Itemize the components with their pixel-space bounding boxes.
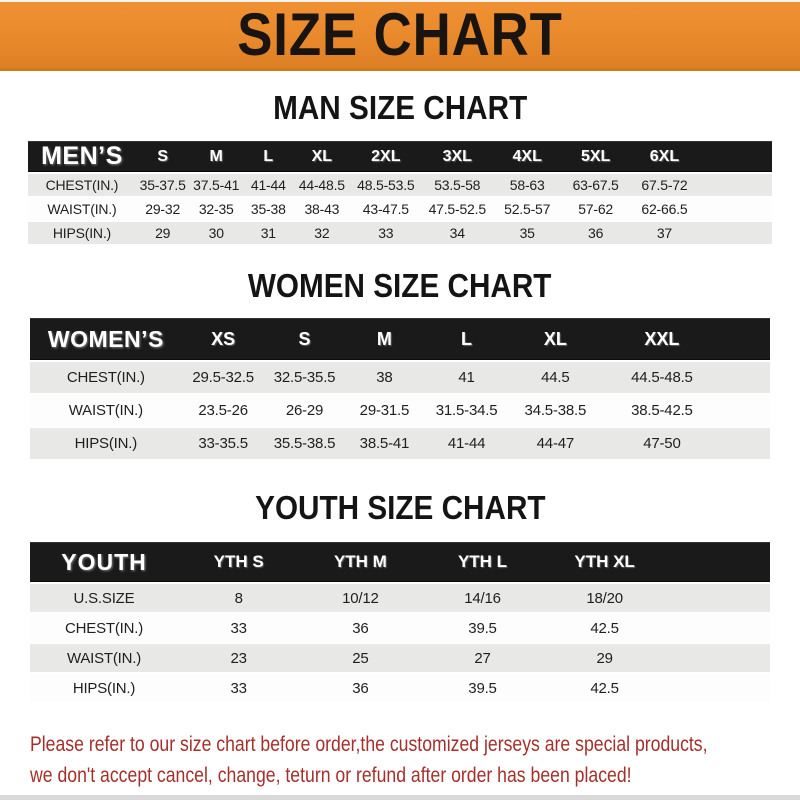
youth-section-heading: YOUTH SIZE CHART: [254, 489, 546, 526]
measurement-value: 42.5: [544, 614, 666, 642]
measurement-value: 29-31.5: [344, 395, 424, 426]
measurement-value: 37.5-41: [189, 174, 243, 196]
measurement-value: 42.5: [544, 674, 666, 702]
size-column-header: 3XL: [422, 141, 493, 172]
measurement-row: [30, 584, 770, 612]
measurement-row: [30, 428, 770, 459]
measurement-label: WAIST(IN.): [30, 644, 178, 672]
banner-title: SIZE CHART: [237, 1, 563, 68]
youth-size-table: [30, 540, 770, 704]
size-column-header: S: [136, 141, 190, 172]
measurement-label: HIPS(IN.): [30, 674, 178, 702]
filler-cell: [666, 614, 770, 642]
measurement-value: 57-62: [561, 198, 629, 220]
measurement-value: 35-37.5: [136, 174, 190, 196]
measurement-value: 34.5-38.5: [509, 395, 602, 426]
measurement-label: WAIST(IN.): [28, 198, 136, 220]
disclaimer-line-1: Please refer to our size chart before order,the customized jerseys are special products,: [30, 733, 708, 756]
measurement-value: 41-44: [243, 174, 294, 196]
measurement-value: 33: [178, 614, 299, 642]
measurement-value: 35: [493, 222, 561, 244]
measurement-value: 29.5-32.5: [182, 362, 265, 393]
size-column-header: XXL: [602, 318, 722, 360]
size-column-header: YTH M: [299, 542, 421, 582]
measurement-value: 30: [189, 222, 243, 244]
measurement-label: CHEST(IN.): [30, 614, 178, 642]
size-column-header: M: [344, 318, 424, 360]
size-header-row: [30, 318, 770, 360]
size-column-header: YTH L: [421, 542, 543, 582]
measurement-value: 47-50: [602, 428, 722, 459]
measurement-value: 41: [424, 362, 508, 393]
measurement-value: 44.5: [509, 362, 602, 393]
measurement-value: 37: [630, 222, 699, 244]
size-header-row: [30, 542, 770, 582]
section-women: [0, 269, 800, 461]
filler-cell: [722, 318, 770, 360]
measurement-value: 44.5-48.5: [602, 362, 722, 393]
measurement-value: 25: [299, 644, 421, 672]
measurement-row: [30, 395, 770, 426]
women-section-heading: WOMEN SIZE CHART: [248, 267, 552, 304]
measurement-value: 18/20: [544, 584, 666, 612]
section-men: [0, 91, 800, 246]
measurement-value: 23.5-26: [182, 395, 265, 426]
measurement-label: WAIST(IN.): [30, 395, 182, 426]
measurement-value: 41-44: [424, 428, 508, 459]
measurement-row: [30, 362, 770, 393]
filler-cell: [666, 584, 770, 612]
measurement-value: 44-48.5: [294, 174, 351, 196]
measurement-value: 32-35: [189, 198, 243, 220]
size-column-header: 4XL: [493, 141, 561, 172]
size-column-header: YTH XL: [544, 542, 666, 582]
measurement-row: [28, 222, 772, 244]
measurement-value: 52.5-57: [493, 198, 561, 220]
measurement-value: 36: [299, 674, 421, 702]
filler-cell: [699, 198, 772, 220]
measurement-value: 58-63: [493, 174, 561, 196]
measurement-value: 32: [294, 222, 351, 244]
filler-cell: [722, 362, 770, 393]
measurement-value: 10/12: [299, 584, 421, 612]
measurement-value: 38.5-42.5: [602, 395, 722, 426]
filler-cell: [666, 644, 770, 672]
size-column-header: XL: [509, 318, 602, 360]
measurement-value: 62-66.5: [630, 198, 699, 220]
size-column-header: 6XL: [630, 141, 699, 172]
filler-cell: [722, 395, 770, 426]
size-column-header: M: [189, 141, 243, 172]
table-title-cell: WOMEN’S: [30, 318, 182, 360]
measurement-value: 39.5: [421, 614, 543, 642]
section-youth: [0, 491, 800, 704]
women-size-table: [30, 316, 770, 461]
measurement-row: [28, 174, 772, 196]
size-column-header: YTH S: [178, 542, 299, 582]
size-column-header: S: [265, 318, 345, 360]
measurement-value: 53.5-58: [422, 174, 493, 196]
filler-cell: [699, 222, 772, 244]
measurement-value: 67.5-72: [630, 174, 699, 196]
bottom-edge-strip: [0, 795, 800, 800]
filler-cell: [666, 542, 770, 582]
size-column-header: 5XL: [561, 141, 629, 172]
order-disclaimer: [30, 729, 800, 791]
measurement-value: 29: [136, 222, 190, 244]
measurement-value: 33: [350, 222, 421, 244]
disclaimer-line-2: we don't accept cancel, change, teturn or refund after order has been placed!: [30, 764, 632, 787]
men-section-heading: MAN SIZE CHART: [272, 89, 528, 126]
measurement-value: 44-47: [509, 428, 602, 459]
youth-heading-wrap: [0, 491, 800, 524]
filler-cell: [666, 674, 770, 702]
measurement-value: 31.5-34.5: [424, 395, 508, 426]
measurement-value: 27: [421, 644, 543, 672]
men-size-table: [28, 139, 772, 246]
measurement-value: 36: [299, 614, 421, 642]
measurement-value: 23: [178, 644, 299, 672]
measurement-value: 33-35.5: [182, 428, 265, 459]
measurement-value: 26-29: [265, 395, 345, 426]
women-heading-wrap: [0, 269, 800, 302]
measurement-row: [28, 198, 772, 220]
measurement-row: [30, 614, 770, 642]
table-title-cell: YOUTH: [30, 542, 178, 582]
measurement-value: 38.5-41: [344, 428, 424, 459]
filler-cell: [722, 428, 770, 459]
measurement-value: 8: [178, 584, 299, 612]
table-title-cell: MEN’S: [28, 141, 136, 172]
men-heading-wrap: [0, 91, 800, 124]
measurement-label: HIPS(IN.): [30, 428, 182, 459]
measurement-value: 36: [561, 222, 629, 244]
measurement-value: 32.5-35.5: [265, 362, 345, 393]
measurement-value: 33: [178, 674, 299, 702]
measurement-label: HIPS(IN.): [28, 222, 136, 244]
filler-cell: [699, 141, 772, 172]
measurement-value: 34: [422, 222, 493, 244]
measurement-value: 47.5-52.5: [422, 198, 493, 220]
measurement-label: U.S.SIZE: [30, 584, 178, 612]
size-column-header: L: [424, 318, 508, 360]
measurement-value: 35-38: [243, 198, 294, 220]
measurement-value: 63-67.5: [561, 174, 629, 196]
measurement-value: 31: [243, 222, 294, 244]
measurement-row: [30, 674, 770, 702]
measurement-row: [30, 644, 770, 672]
measurement-value: 48.5-53.5: [350, 174, 421, 196]
size-header-row: [28, 141, 772, 172]
measurement-value: 29: [544, 644, 666, 672]
measurement-value: 39.5: [421, 674, 543, 702]
measurement-value: 38-43: [294, 198, 351, 220]
measurement-value: 38: [344, 362, 424, 393]
measurement-value: 43-47.5: [350, 198, 421, 220]
size-column-header: 2XL: [350, 141, 421, 172]
measurement-label: CHEST(IN.): [28, 174, 136, 196]
measurement-value: 29-32: [136, 198, 190, 220]
size-column-header: L: [243, 141, 294, 172]
measurement-value: 14/16: [421, 584, 543, 612]
measurement-value: 35.5-38.5: [265, 428, 345, 459]
measurement-label: CHEST(IN.): [30, 362, 182, 393]
size-column-header: XS: [182, 318, 265, 360]
size-chart-banner: [0, 0, 800, 71]
filler-cell: [699, 174, 772, 196]
size-column-header: XL: [294, 141, 351, 172]
